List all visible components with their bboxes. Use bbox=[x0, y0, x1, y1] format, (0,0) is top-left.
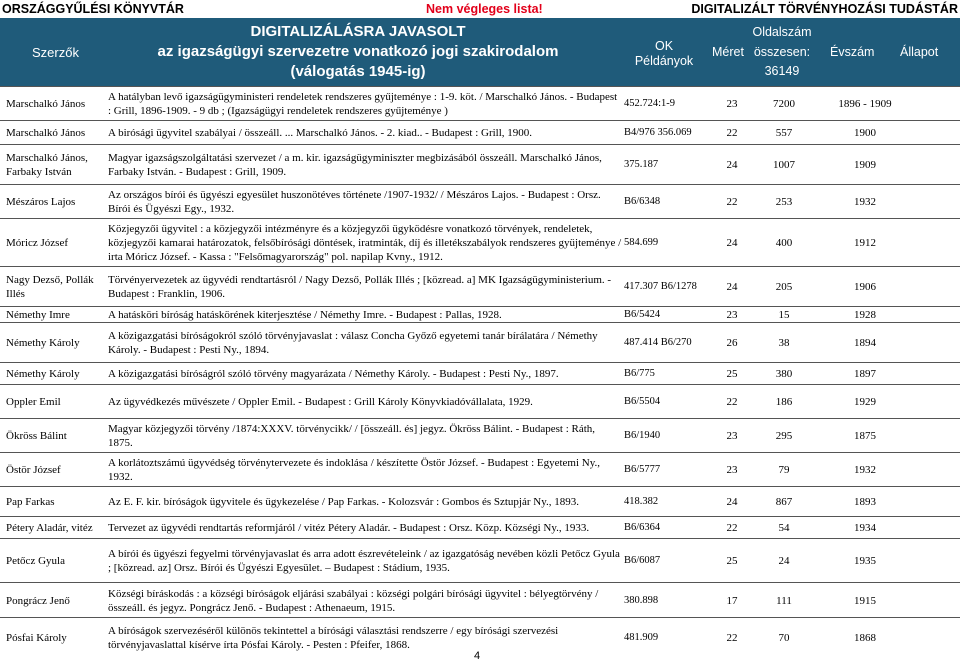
author-cell-text: Pap Farkas bbox=[6, 496, 55, 508]
header-size: Méret bbox=[712, 45, 744, 59]
size-cell-text: 22 bbox=[726, 396, 738, 408]
year-cell bbox=[820, 618, 910, 658]
page-number: 4 bbox=[474, 650, 481, 662]
status-cell bbox=[910, 145, 960, 185]
copies-cell-text: 481.909 bbox=[624, 632, 659, 643]
year-cell bbox=[820, 539, 910, 583]
size-cell-text: 25 bbox=[726, 368, 738, 380]
title-cell bbox=[108, 87, 622, 121]
pages-cell-text: 400 bbox=[775, 237, 793, 249]
copies-cell bbox=[624, 419, 702, 453]
title-cell-text: A birósági ügyvitel szabályai / összeáll. ... Marschalkó János. - 2. kiad.. - Budapest : Grill, 1900. bbox=[108, 127, 533, 139]
header-status: Állapot bbox=[900, 45, 939, 59]
pages-cell bbox=[750, 618, 818, 658]
pages-cell bbox=[750, 145, 818, 185]
year-cell bbox=[820, 121, 910, 145]
author-cell-text: Nagy Dezső, Pollák Illés bbox=[6, 274, 94, 300]
copies-cell-text: 487.414 B6/270 bbox=[624, 337, 692, 348]
header-title-line-1: DIGITALIZÁLÁSRA JAVASOLT bbox=[250, 23, 466, 40]
status-cell bbox=[910, 323, 960, 363]
header-title-line-2: az igazságügyi szervezetre vonatkozó jogi szakirodalom bbox=[157, 43, 559, 60]
copies-cell bbox=[624, 307, 702, 323]
author-cell bbox=[6, 267, 104, 307]
year-cell-text: 1912 bbox=[854, 237, 876, 249]
title-cell bbox=[108, 307, 622, 323]
table-row bbox=[0, 120, 960, 144]
author-cell bbox=[6, 583, 104, 618]
size-cell bbox=[716, 487, 748, 517]
status-cell bbox=[910, 583, 960, 618]
size-cell-text: 22 bbox=[726, 632, 738, 644]
author-cell-text: Mészáros Lajos bbox=[6, 196, 76, 208]
copies-cell bbox=[624, 539, 702, 583]
author-cell bbox=[6, 307, 104, 323]
size-cell bbox=[716, 87, 748, 121]
size-cell-text: 17 bbox=[726, 594, 738, 607]
copies-cell-text: B6/6348 bbox=[624, 196, 661, 207]
year-cell-text: 1935 bbox=[854, 555, 876, 567]
author-cell-text: Östör József bbox=[6, 464, 61, 476]
year-cell bbox=[820, 219, 910, 267]
size-cell-text: 24 bbox=[726, 496, 738, 508]
author-cell bbox=[6, 487, 104, 517]
size-cell-text: 24 bbox=[726, 237, 738, 249]
title-cell-text: A hatásköri bíróság hatáskörének kiterjesztése / Némethy Imre. - Budapest : Pallas, 1928. bbox=[108, 309, 502, 321]
status-cell bbox=[910, 487, 960, 517]
status-cell bbox=[910, 385, 960, 419]
header-title-line-3: (válogatás 1945-ig) bbox=[290, 63, 426, 80]
size-cell-text: 23 bbox=[726, 430, 738, 442]
table-row bbox=[0, 322, 960, 362]
title-cell-text: A bíróságok szervezéséről különös tekintettel a bírósági választási rendszerre / egy bírósági szervezési törvényjavaslattal kísérve írta Pósfai Károly. - Pesten : Pfeifer, 1868. bbox=[108, 625, 559, 651]
size-cell bbox=[716, 583, 748, 618]
year-cell bbox=[820, 267, 910, 307]
author-cell bbox=[6, 219, 104, 267]
author-cell-text: Oppler Emil bbox=[6, 396, 61, 408]
author-cell-text: Pongrácz Jenő bbox=[6, 594, 70, 607]
pages-cell bbox=[750, 87, 818, 121]
table-row bbox=[0, 486, 960, 516]
year-cell-text: 1906 bbox=[854, 281, 876, 293]
year-cell bbox=[820, 185, 910, 219]
pages-cell bbox=[750, 219, 818, 267]
size-cell-text: 23 bbox=[726, 98, 738, 110]
pages-cell bbox=[750, 323, 818, 363]
title-cell bbox=[108, 267, 622, 307]
title-cell-text: A hatályban levő igazságügyministeri rendeletek rendszeres gyűjteménye : 1-9. köt. / Marschalkó János. - Budapest : Grill, 1896-1909. - 9 db ; (Igazságügyi rendeletek rendszeres gyűjteménye ) bbox=[108, 91, 618, 117]
pages-cell bbox=[750, 267, 818, 307]
pages-cell-text: 557 bbox=[775, 127, 793, 139]
title-cell-text: A közigazgatási bíróságról szóló törvény magyarázata / Némethy Károly. - Budapest : Pesti Ny., 1897. bbox=[108, 368, 559, 380]
pages-cell bbox=[750, 419, 818, 453]
year-cell bbox=[820, 487, 910, 517]
pages-cell bbox=[750, 185, 818, 219]
title-cell-text: Az E. F. kir. bíróságok ügyvitele és ügykezelése / Pap Farkas. - Kolozsvár : Gombos és Sztupjár Ny., 1893. bbox=[108, 496, 580, 508]
table-row bbox=[0, 582, 960, 617]
title-cell-text: Magyar közjegyzői törvény /1874:XXXV. törvénycikk/ / [összeáll. és] jegyz. Ökröss Bálint. - Budapest : Ráth, 1875. bbox=[108, 423, 596, 449]
year-cell bbox=[820, 87, 910, 121]
year-cell bbox=[820, 517, 910, 539]
status-cell bbox=[910, 517, 960, 539]
size-cell-text: 22 bbox=[726, 196, 738, 208]
author-cell bbox=[6, 185, 104, 219]
header-total-label: összesen: bbox=[753, 45, 811, 59]
table-row bbox=[0, 184, 960, 218]
draft-notice: Nem végleges lista! bbox=[426, 2, 543, 16]
status-cell bbox=[910, 267, 960, 307]
table-row bbox=[0, 516, 960, 538]
title-cell bbox=[108, 583, 622, 618]
status-cell bbox=[910, 453, 960, 487]
year-cell-text: 1875 bbox=[854, 430, 876, 442]
pages-cell bbox=[750, 583, 818, 618]
copies-cell bbox=[624, 363, 702, 385]
pages-cell bbox=[750, 385, 818, 419]
table-row bbox=[0, 384, 960, 418]
title-cell bbox=[108, 385, 622, 419]
year-cell bbox=[820, 583, 910, 618]
pages-cell-text: 70 bbox=[778, 632, 790, 644]
status-cell bbox=[910, 87, 960, 121]
header-ok: OK bbox=[654, 39, 674, 53]
author-cell bbox=[6, 385, 104, 419]
author-cell bbox=[6, 121, 104, 145]
year-cell-text: 1915 bbox=[854, 594, 876, 607]
pages-cell-text: 38 bbox=[778, 337, 790, 349]
author-cell-text: Marschalkó János bbox=[6, 98, 86, 110]
size-cell bbox=[716, 121, 748, 145]
copies-cell-text: 418.382 bbox=[624, 496, 659, 507]
copies-cell-text: B6/6364 bbox=[624, 522, 661, 533]
copies-cell bbox=[624, 323, 702, 363]
title-cell-text: A bírói és ügyészi fegyelmi törvényjavaslat és arra adott észrevételeink / az igazgatóság nevében közli Petőcz Gyula ; [közread. az] Orsz. Bírói és Ügyészi Egyesület. – Budapest : Stádium, 1935. bbox=[108, 548, 620, 574]
size-cell bbox=[716, 219, 748, 267]
status-cell bbox=[910, 121, 960, 145]
year-cell-text: 1893 bbox=[854, 496, 876, 508]
title-cell-text: Az ügyvédkezés művészete / Oppler Emil. - Budapest : Grill Károly Könyvkiadóvállalata, 1929. bbox=[108, 396, 533, 408]
author-cell bbox=[6, 618, 104, 658]
status-cell bbox=[910, 307, 960, 323]
year-cell-text: 1897 bbox=[854, 368, 876, 380]
copies-cell-text: B4/976 356.069 bbox=[624, 127, 692, 138]
pages-cell bbox=[750, 307, 818, 323]
size-cell-text: 24 bbox=[726, 281, 738, 293]
pages-cell-text: 1007 bbox=[773, 159, 795, 171]
pages-cell-text: 111 bbox=[776, 594, 792, 607]
copies-cell-text: B6/6087 bbox=[624, 555, 661, 566]
title-cell bbox=[108, 539, 622, 583]
size-cell bbox=[716, 363, 748, 385]
collection-name: DIGITALIZÁLT TÖRVÉNYHOZÁSI TUDÁSTÁR bbox=[691, 2, 958, 16]
author-cell-text: Némethy Károly bbox=[6, 337, 80, 349]
pages-cell-text: 186 bbox=[775, 396, 793, 408]
year-cell bbox=[820, 385, 910, 419]
author-cell-text: Némethy Imre bbox=[6, 309, 70, 321]
size-cell-text: 23 bbox=[726, 464, 738, 476]
copies-cell bbox=[624, 618, 702, 658]
title-cell-text: A közigazgatási bíróságokról szóló törvényjavaslat : válasz Concha Győző egyetemi tanár bírálatára / Némethy Károly. - Budapest : Pesti Ny., 1894. bbox=[108, 330, 598, 356]
year-cell bbox=[820, 145, 910, 185]
size-cell-text: 22 bbox=[726, 522, 738, 534]
title-cell bbox=[108, 121, 622, 145]
author-cell bbox=[6, 419, 104, 453]
author-cell bbox=[6, 323, 104, 363]
pages-cell-text: 295 bbox=[775, 430, 793, 442]
copies-cell-text: 375.187 bbox=[624, 159, 659, 170]
table-row bbox=[0, 538, 960, 582]
header-pages: Oldalszám bbox=[752, 25, 812, 39]
author-cell bbox=[6, 517, 104, 539]
size-cell bbox=[716, 385, 748, 419]
title-cell bbox=[108, 487, 622, 517]
author-cell bbox=[6, 539, 104, 583]
author-cell bbox=[6, 87, 104, 121]
size-cell bbox=[716, 307, 748, 323]
copies-cell-text: B6/5424 bbox=[624, 309, 661, 320]
copies-cell-text: 452.724:1-9 bbox=[624, 98, 676, 109]
status-cell bbox=[910, 618, 960, 658]
size-cell bbox=[716, 618, 748, 658]
status-cell bbox=[910, 419, 960, 453]
pages-cell bbox=[750, 363, 818, 385]
pages-cell bbox=[750, 487, 818, 517]
table-row bbox=[0, 218, 960, 266]
copies-cell bbox=[624, 267, 702, 307]
author-cell-text: Marschalkó János, Farbaky István bbox=[6, 152, 88, 178]
copies-cell bbox=[624, 583, 702, 618]
title-cell bbox=[108, 419, 622, 453]
size-cell bbox=[716, 145, 748, 185]
year-cell-text: 1932 bbox=[854, 464, 876, 476]
header-total-pages: 36149 bbox=[764, 64, 800, 78]
size-cell-text: 24 bbox=[726, 159, 738, 171]
title-cell bbox=[108, 323, 622, 363]
title-cell bbox=[108, 185, 622, 219]
title-cell bbox=[108, 145, 622, 185]
pages-cell-text: 205 bbox=[775, 281, 793, 293]
size-cell bbox=[716, 453, 748, 487]
pages-cell-text: 79 bbox=[778, 464, 790, 476]
table-row bbox=[0, 418, 960, 452]
author-cell-text: Némethy Károly bbox=[6, 368, 80, 380]
title-cell bbox=[108, 363, 622, 385]
title-cell bbox=[108, 453, 622, 487]
size-cell bbox=[716, 267, 748, 307]
pages-cell-text: 7200 bbox=[773, 98, 795, 110]
author-cell-text: Pétery Aladár, vitéz bbox=[6, 522, 93, 534]
pages-cell-text: 15 bbox=[778, 309, 790, 321]
table-row bbox=[0, 452, 960, 486]
author-cell-text: Ökröss Bálint bbox=[6, 430, 67, 442]
copies-cell bbox=[624, 453, 702, 487]
author-cell bbox=[6, 453, 104, 487]
copies-cell bbox=[624, 487, 702, 517]
copies-cell-text: B6/5504 bbox=[624, 396, 661, 407]
author-cell-text: Móricz József bbox=[6, 237, 69, 249]
size-cell bbox=[716, 323, 748, 363]
pages-cell bbox=[750, 539, 818, 583]
author-cell-text: Petőcz Gyula bbox=[6, 555, 65, 567]
table-row bbox=[0, 266, 960, 306]
author-cell-text: Pósfai Károly bbox=[6, 632, 67, 644]
author-cell bbox=[6, 363, 104, 385]
title-cell-text: Az országos bírói és ügyészi egyesület huszonötéves története /1907-1932/ / Mészáros Lajos. - Budapest : Orsz. Bírói és Ügyészi Egy., 1932. bbox=[108, 189, 601, 215]
table-header bbox=[0, 18, 960, 86]
status-cell bbox=[910, 539, 960, 583]
pages-cell bbox=[750, 121, 818, 145]
size-cell bbox=[716, 517, 748, 539]
header-authors: Szerzők bbox=[32, 45, 79, 60]
title-cell-text: A korlátoztszámú ügyvédség törvénytervezete és indoklása / készítette Östör József. - Budapest : Egyetemi Ny., 1932. bbox=[108, 457, 601, 483]
year-cell-text: 1909 bbox=[854, 159, 876, 171]
copies-cell-text: 584.699 bbox=[624, 237, 659, 248]
copies-cell bbox=[624, 185, 702, 219]
library-name: ORSZÁGGYŰLÉSI KÖNYVTÁR bbox=[2, 2, 184, 16]
pages-cell bbox=[750, 453, 818, 487]
table-row bbox=[0, 86, 960, 120]
title-cell-text: Magyar igazságszolgáltatási szervezet / a m. kir. igazságügyminiszter megbizásából összeáll. Marschalkó János, Farbaky István. - Budapest : Grill, 1909. bbox=[108, 152, 602, 178]
year-cell-text: 1934 bbox=[854, 522, 876, 534]
copies-cell-text: B6/775 bbox=[624, 368, 655, 379]
pages-cell-text: 253 bbox=[775, 196, 793, 208]
year-cell-text: 1929 bbox=[854, 396, 876, 408]
year-cell-text: 1928 bbox=[854, 309, 876, 321]
year-cell bbox=[820, 323, 910, 363]
size-cell bbox=[716, 185, 748, 219]
size-cell bbox=[716, 419, 748, 453]
title-cell-text: Törvényervezetek az ügyvédi rendtartásról / Nagy Dezső, Pollák Illés ; [közread. a] MK Igazságügyministerium. - Budapest : Franklin, 1906. bbox=[108, 274, 612, 300]
pages-cell-text: 380 bbox=[775, 368, 793, 380]
copies-cell bbox=[624, 517, 702, 539]
copies-cell bbox=[624, 385, 702, 419]
copies-cell bbox=[624, 87, 702, 121]
year-cell-text: 1868 bbox=[854, 632, 876, 644]
year-cell-text: 1896 - 1909 bbox=[838, 98, 892, 110]
size-cell bbox=[716, 539, 748, 583]
top-bar bbox=[0, 0, 960, 18]
pages-cell bbox=[750, 517, 818, 539]
author-cell bbox=[6, 145, 104, 185]
copies-cell bbox=[624, 145, 702, 185]
table-row bbox=[0, 306, 960, 322]
title-cell bbox=[108, 219, 622, 267]
year-cell bbox=[820, 363, 910, 385]
size-cell-text: 26 bbox=[726, 337, 738, 349]
size-cell-text: 22 bbox=[726, 127, 738, 139]
year-cell-text: 1932 bbox=[854, 196, 876, 208]
header-year: Évszám bbox=[830, 45, 875, 59]
title-cell-text: Tervezet az ügyvédi rendtartás reformjáról / vitéz Pétery Aladár. - Budapest : Orsz. Közp. Községi Ny., 1933. bbox=[108, 522, 590, 534]
copies-cell bbox=[624, 121, 702, 145]
copies-cell-text: B6/1940 bbox=[624, 430, 661, 441]
status-cell bbox=[910, 185, 960, 219]
author-cell-text: Marschalkó János bbox=[6, 127, 86, 139]
year-cell bbox=[820, 307, 910, 323]
copies-cell-text: 380.898 bbox=[624, 594, 659, 606]
title-cell bbox=[108, 517, 622, 539]
header-copies: Példányok bbox=[634, 54, 694, 68]
table-row bbox=[0, 362, 960, 384]
year-cell-text: 1894 bbox=[854, 337, 876, 349]
copies-cell bbox=[624, 219, 702, 267]
pages-cell-text: 24 bbox=[778, 555, 790, 567]
title-cell-text: Közjegyzői ügyvitel : a közjegyzői intézményre és a közjegyzői ügyködésre vonatkozó törvények, rendeletek, közjegyzői kamarai határozatok, felsőbírósági döntések, iratminták, díj és illetékszabályok rendszeres gyüjteménye / irta Móricz József. - Kassa : "Felsőmagyarország" pol. napilap Kvny., 1912. bbox=[108, 223, 622, 263]
size-cell-text: 23 bbox=[726, 309, 738, 321]
pages-cell-text: 54 bbox=[778, 522, 790, 534]
year-cell bbox=[820, 419, 910, 453]
copies-cell-text: B6/5777 bbox=[624, 464, 661, 475]
year-cell-text: 1900 bbox=[854, 127, 876, 139]
pages-cell-text: 867 bbox=[775, 496, 793, 508]
title-cell-text: Községi bíráskodás : a községi bíróságok eljárási szabályai : községi polgári bírósági ügyvitel : bélyegtörvény / összeáll. és jegyz. Pongrácz Jenő. - Budapest : Athenaeum, 1915. bbox=[108, 587, 599, 614]
title-cell bbox=[108, 618, 622, 658]
table-row bbox=[0, 144, 960, 184]
size-cell-text: 25 bbox=[726, 555, 738, 567]
copies-cell-text: 417.307 B6/1278 bbox=[624, 281, 697, 292]
status-cell bbox=[910, 363, 960, 385]
year-cell bbox=[820, 453, 910, 487]
status-cell bbox=[910, 219, 960, 267]
